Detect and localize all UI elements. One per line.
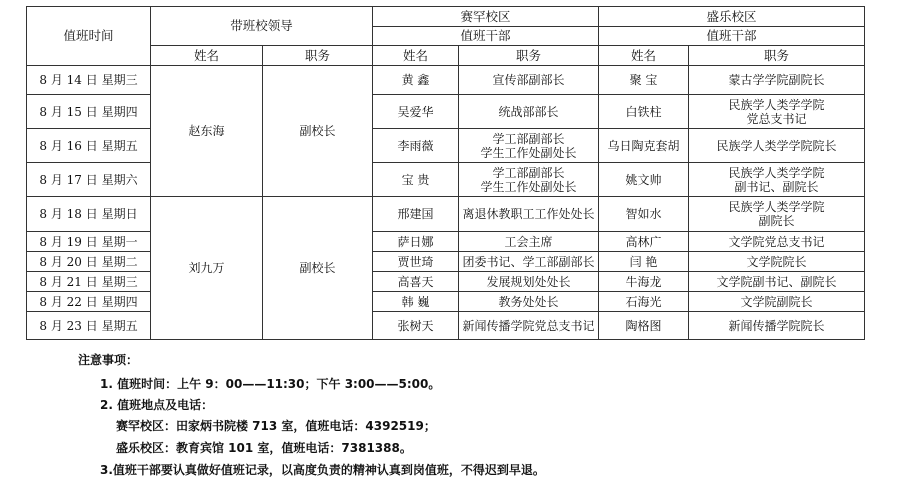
notes-item-duty-hours: 1. 值班时间：上午 9：00——11:30；下午 3:00——5:00。 — [100, 377, 441, 391]
campus-a-staff-name: 邢建国 — [373, 197, 459, 232]
campus-a-staff-header: 值班干部 — [373, 27, 599, 46]
leader-name-header: 姓名 — [151, 46, 263, 66]
campus-b-staff-name: 白铁柱 — [599, 95, 689, 129]
campus-b-staff-title: 文学院副院长 — [689, 292, 865, 312]
campus-a-staff-title: 团委书记、学工部副部长 — [459, 252, 599, 272]
leader-name: 赵东海 — [151, 66, 263, 197]
duty-date: 8 月 18 日 星期日 — [27, 197, 151, 232]
duty-date: 8 月 15 日 星期四 — [27, 95, 151, 129]
duty-date: 8 月 20 日 星期二 — [27, 252, 151, 272]
table-row — [27, 197, 865, 232]
campus-b-staff-title: 新闻传播学院院长 — [689, 312, 865, 340]
campus-b-staff-title: 蒙古学学院副院长 — [689, 66, 865, 95]
campus-a-staff-name: 宝 贵 — [373, 163, 459, 197]
leader-title: 副校长 — [263, 197, 373, 340]
table-row — [27, 66, 865, 95]
date-column-header: 值班时间 — [27, 7, 151, 66]
duty-date: 8 月 19 日 星期一 — [27, 232, 151, 252]
campus-a-staff-name: 李雨薇 — [373, 129, 459, 163]
campus-b-staff-name: 石海光 — [599, 292, 689, 312]
campus-a-staff-name: 萨日娜 — [373, 232, 459, 252]
campus-b-staff-name: 姚文帅 — [599, 163, 689, 197]
duty-date: 8 月 21 日 星期三 — [27, 272, 151, 292]
campus-a-title-header: 职务 — [459, 46, 599, 66]
campus-b-title-header: 职务 — [689, 46, 865, 66]
campus-a-staff-title: 学工部副部长 学生工作处副处长 — [459, 129, 599, 163]
campus-b-staff-name: 聚 宝 — [599, 66, 689, 95]
notes-item-saihan-campus: 赛罕校区：田家炳书院楼 713 室，值班电话：4392519； — [116, 419, 436, 433]
leader-title-header: 职务 — [263, 46, 373, 66]
duty-schedule-table — [26, 6, 865, 340]
campus-a-staff-title: 离退休教职工工作处处长 — [459, 197, 599, 232]
notes-heading: 注意事项： — [78, 353, 139, 367]
campus-a-staff-name: 贾世琦 — [373, 252, 459, 272]
campus-b-staff-title: 民族学人类学学院 副院长 — [689, 197, 865, 232]
campus-b-staff-title: 民族学人类学学院 党总支书记 — [689, 95, 865, 129]
duty-date: 8 月 17 日 星期六 — [27, 163, 151, 197]
campus-a-staff-title: 发展规划处处长 — [459, 272, 599, 292]
campus-a-staff-title: 教务处处长 — [459, 292, 599, 312]
duty-date: 8 月 16 日 星期五 — [27, 129, 151, 163]
campus-b-staff-title: 民族学人类学学院院长 — [689, 129, 865, 163]
campus-b-staff-name: 乌日陶克套胡 — [599, 129, 689, 163]
leader-group-header: 带班校领导 — [151, 7, 373, 46]
campus-a-staff-title: 统战部部长 — [459, 95, 599, 129]
campus-a-header: 赛罕校区 — [373, 7, 599, 27]
campus-a-staff-title: 宣传部副部长 — [459, 66, 599, 95]
campus-b-header: 盛乐校区 — [599, 7, 865, 27]
campus-a-name-header: 姓名 — [373, 46, 459, 66]
campus-b-name-header: 姓名 — [599, 46, 689, 66]
campus-b-staff-title: 文学院副书记、副院长 — [689, 272, 865, 292]
campus-b-staff-name: 陶格图 — [599, 312, 689, 340]
campus-a-staff-name: 张树天 — [373, 312, 459, 340]
campus-b-staff-name: 智如水 — [599, 197, 689, 232]
leader-title: 副校长 — [263, 66, 373, 197]
campus-b-staff-name: 高林广 — [599, 232, 689, 252]
notes-item-shengle-campus: 盛乐校区：教育宾馆 101 室，值班电话：7381388。 — [116, 441, 412, 455]
duty-date: 8 月 14 日 星期三 — [27, 66, 151, 95]
notes-item-location: 2. 值班地点及电话： — [100, 398, 214, 412]
campus-a-staff-name: 高喜天 — [373, 272, 459, 292]
campus-a-staff-name: 黄 鑫 — [373, 66, 459, 95]
duty-date: 8 月 22 日 星期四 — [27, 292, 151, 312]
campus-b-staff-name: 牛海龙 — [599, 272, 689, 292]
campus-b-staff-header: 值班干部 — [599, 27, 865, 46]
campus-a-staff-name: 韩 巍 — [373, 292, 459, 312]
notes-item-duty-rules: 3.值班干部要认真做好值班记录，以高度负责的精神认真到岗值班，不得迟到早退。 — [100, 463, 545, 477]
duty-date: 8 月 23 日 星期五 — [27, 312, 151, 340]
campus-b-staff-name: 闫 艳 — [599, 252, 689, 272]
campus-b-staff-title: 文学院党总支书记 — [689, 232, 865, 252]
campus-a-staff-title: 工会主席 — [459, 232, 599, 252]
campus-a-staff-title: 学工部副部长 学生工作处副处长 — [459, 163, 599, 197]
leader-name: 刘九万 — [151, 197, 263, 340]
campus-a-staff-title: 新闻传播学院党总支书记 — [459, 312, 599, 340]
campus-a-staff-name: 吴爱华 — [373, 95, 459, 129]
campus-b-staff-title: 文学院院长 — [689, 252, 865, 272]
campus-b-staff-title: 民族学人类学学院 副书记、副院长 — [689, 163, 865, 197]
